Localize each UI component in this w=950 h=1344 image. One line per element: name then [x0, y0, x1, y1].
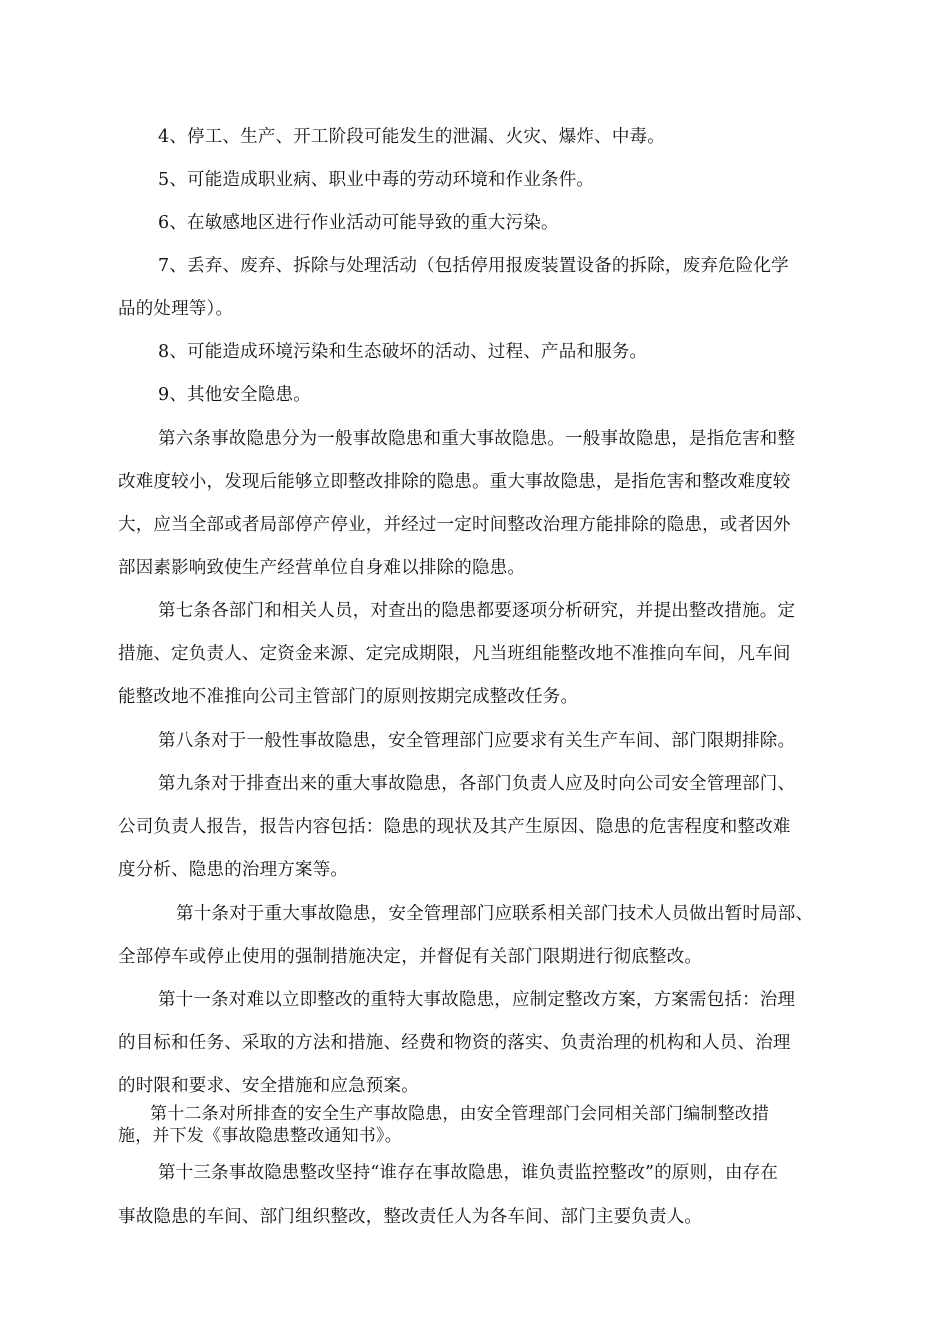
article-6-line-4: 部因素影响致使生产经营单位自身难以排除的隐患。 [118, 558, 526, 578]
article-8: 第八条对于一般性事故隐患，安全管理部门应要求有关生产车间、部门限期排除。 [158, 731, 796, 751]
article-6-line-3: 大，应当全部或者局部停产停业，并经过一定时间整改治理方能排除的隐患，或者因外 [118, 515, 791, 535]
article-9-line-1: 第九条对于排查出来的重大事故隐患，各部门负责人应及时向公司安全管理部门、 [158, 774, 796, 794]
article-7-line-3: 能整改地不准推向公司主管部门的原则按期完成整改任务。 [118, 687, 579, 707]
article-6-line-2: 改难度较小，发现后能够立即整改排除的隐患。重大事故隐患，是指危害和整改难度较 [118, 472, 791, 492]
article-9-line-2: 公司负责人报告，报告内容包括：隐患的现状及其产生原因、隐患的危害程度和整改难 [118, 817, 791, 837]
article-11-line-3: 的时限和要求、安全措施和应急预案。 [118, 1076, 419, 1096]
article-9-line-3: 度分析、隐患的治理方案等。 [118, 860, 349, 880]
article-10-line-2: 全部停车或停止使用的强制措施决定，并督促有关部门限期进行彻底整改。 [118, 947, 703, 967]
article-11-line-2: 的目标和任务、采取的方法和措施、经费和物资的落实、负责治理的机构和人员、治理 [118, 1033, 791, 1053]
article-7-line-2: 措施、定负责人、定资金来源、定完成期限，凡当班组能整改地不准推向车间，凡车间 [118, 644, 791, 664]
list-item-7-line-1: 7、丢弃、废弃、拆除与处理活动（包括停用报废装置设备的拆除，废弃危险化学 [158, 256, 789, 276]
list-item-4: 4、停工、生产、开工阶段可能发生的泄漏、火灾、爆炸、中毒。 [158, 127, 665, 147]
article-13-line-2: 事故隐患的车间、部门组织整改，整改责任人为各车间、部门主要负责人。 [118, 1207, 703, 1227]
article-6-line-1: 第六条事故隐患分为一般事故隐患和重大事故隐患。一般事故隐患，是指危害和整 [158, 429, 796, 449]
article-13-line-1: 第十三条事故隐患整改坚持“谁存在事故隐患，谁负责监控整改”的原则，由存在 [158, 1163, 779, 1183]
list-item-9: 9、其他安全隐患。 [158, 385, 311, 405]
article-12-line-1: 第十二条对所排查的安全生产事故隐患，由安全管理部门会同相关部门编制整改措 [150, 1104, 770, 1124]
list-item-8: 8、可能造成环境污染和生态破坏的活动、过程、产品和服务。 [158, 342, 648, 362]
list-item-7-line-2: 品的处理等）。 [118, 299, 234, 319]
article-11-line-1: 第十一条对难以立即整改的重特大事故隐患，应制定整改方案，方案需包括：治理 [158, 990, 796, 1010]
list-item-6: 6、在敏感地区进行作业活动可能导致的重大污染。 [158, 213, 559, 233]
article-12-line-2: 施，并下发《事故隐患整改通知书》。 [118, 1126, 402, 1146]
article-10-line-1: 第十条对于重大事故隐患，安全管理部门应联系相关部门技术人员做出暂时局部、 [176, 904, 814, 924]
article-7-line-1: 第七条各部门和相关人员，对查出的隐患都要逐项分析研究，并提出整改措施。定 [158, 601, 796, 621]
list-item-5: 5、可能造成职业病、职业中毒的劳动环境和作业条件。 [158, 170, 595, 190]
